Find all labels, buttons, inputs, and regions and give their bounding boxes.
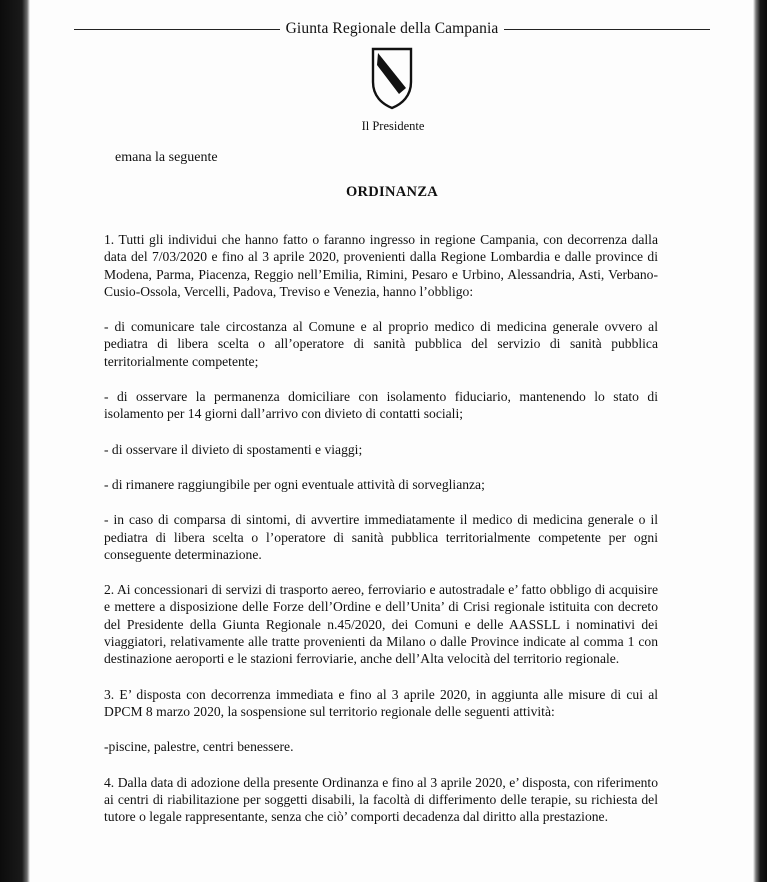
- obligation-symptoms: - in caso di comparsa di sintomi, di avvertire immediatamente il medico di medicina generale o il pediatra di libera scelta o l’operatore di sanità pubblica territorialmente competente per ogni conseguente determinazione.: [104, 512, 658, 562]
- obligation-no-travel: - di osservare il divieto di spostamenti e viaggi;: [104, 441, 363, 457]
- letterhead: [74, 18, 710, 40]
- suspended-activities: -piscine, palestre, centri benessere.: [104, 739, 294, 755]
- intro-text: emana la seguente: [115, 150, 218, 165]
- signatory-title: Il Presidente: [361, 119, 425, 133]
- letterhead-title: Giunta Regionale della Campania: [285, 20, 499, 37]
- scan-border-right: [753, 0, 767, 882]
- obligation-notify: - di comunicare tale circostanza al Comune e al proprio medico di medicina generale ovvero al pediatra di libera scelta o all’operatore di sanità pubblica del servizio di sanità pubblica territorialmente competente;: [104, 319, 658, 369]
- obligation-reachable: - di rimanere raggiungibile per ogni eventuale attività di sorveglianza;: [104, 476, 485, 492]
- paragraph-3: 3. E’ disposta con decorrenza immediata e fino al 3 aprile 2020, in aggiunta alle misure di cui al DPCM 8 marzo 2020, la sospensione sul territorio regionale delle seguenti attività:: [104, 686, 658, 719]
- paragraph-1: 1. Tutti gli individui che hanno fatto o faranno ingresso in regione Campania, con decorrenza dalla data del 7/03/2020 e fino al 3 aprile 2020, provenienti dalla Regione Lombardia e dalle province di Modena, Parma, Piacenza, Reggio nell’Emilia, Rimini, Pesaro e Urbino, Alessandria, Asti, Verbano-Cusio-Ossola, Vercelli, Padova, Treviso e Venezia, hanno l’obbligo:: [104, 232, 658, 299]
- letterhead-rule-left: [74, 29, 280, 30]
- letterhead-rule-right: [504, 29, 710, 30]
- document-title: ORDINANZA: [345, 184, 439, 200]
- paragraph-2: 2. Ai concessionari di servizi di trasporto aereo, ferroviario e autostradale e’ fatto obbligo di acquisire e mettere a disposizione delle Forze dell’Ordine e dell’Unita’ di Crisi regionale istituita con decreto del Presidente della Giunta Regionale n.45/2020, dei Comuni e delle AASSLL i nominativi dei viaggiatori, relativamente alle tratte provenienti da Milano o dalle Province indicate al comma 1 con destinazione aeroporti e le stazioni ferroviarie, anche dell’Alta velocità del territorio regionale.: [104, 582, 658, 667]
- paragraph-4: 4. Dalla data di adozione della presente Ordinanza e fino al 3 aprile 2020, e’ disposta, con riferimento ai centri di riabilitazione per soggetti disabili, la facoltà di differimento delle terapie, su richiesta del tutore o legale rappresentante, senza che ciò’ comporti decadenza dal diritto alla prestazione.: [104, 774, 658, 825]
- ordinance-body: [104, 231, 658, 843]
- obligation-isolation: - di osservare la permanenza domiciliare con isolamento fiduciario, mantenendo lo stato di isolamento per 14 giorni dall’arrivo con divieto di contatti sociali;: [104, 389, 658, 422]
- campania-coat-of-arms-icon: [370, 46, 414, 110]
- scan-border-left: [0, 0, 30, 882]
